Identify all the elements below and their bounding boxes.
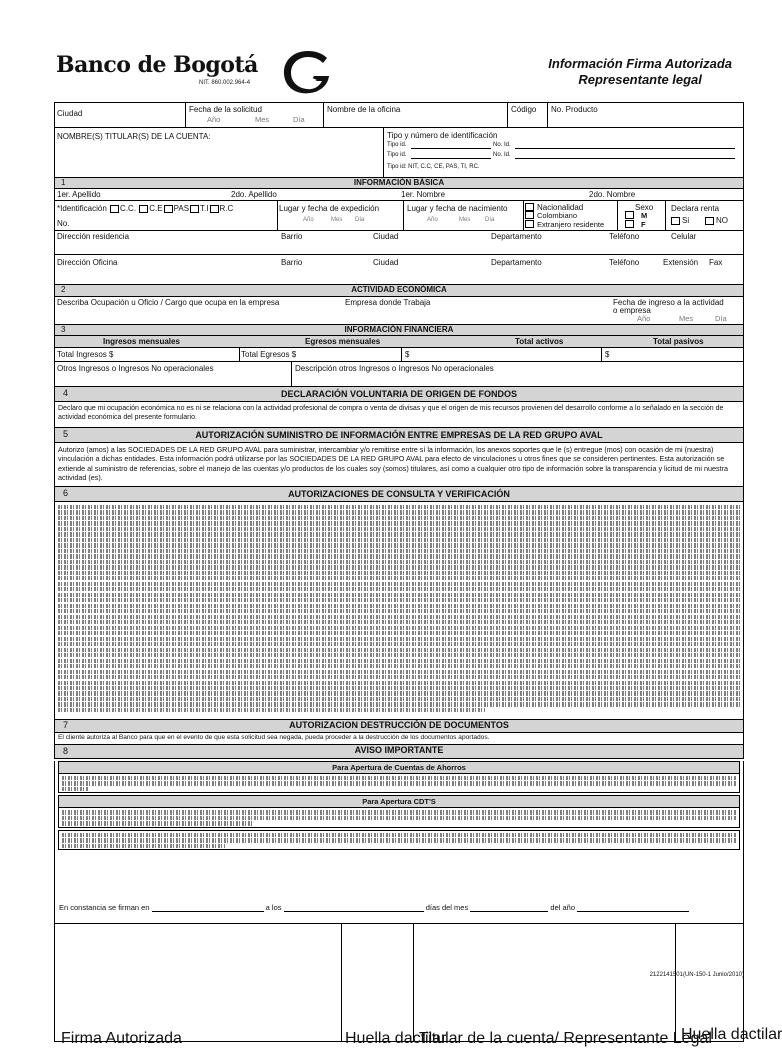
ce-checkbox[interactable] [139,205,148,213]
document-title [548,56,732,88]
title-line-1: Información Firma Autorizada [548,56,732,71]
tipo-id-2: Tipo id. [387,152,407,158]
fine-print-line [58,527,740,531]
cc-checkbox[interactable] [110,205,119,213]
section-5-header [54,428,744,443]
barrio-label: Barrio [281,232,303,241]
fine-print-line [58,604,740,608]
fine-print-line [58,576,740,580]
fine-print-line [62,810,736,814]
firma-autorizada-label: Firma Autorizada [61,1030,182,1047]
title-line-2: Representante legal [578,72,702,87]
section-5-text: Autorizo (amos) a las SOCIEDADES DE LA RED GRUPO AVAL para suministrar, intercambiar y/o remitirse entre sí la información, los anexos soportes que le (s) entregue (mos) con ocasión de mi (nuestra) vinculación a dichas entidades. Esta información podrá utilizarse por las SOCIEDADES DE LA RED GRUPO AVAL para efecto de vinculaciones u otros fines que se consideren pertinentes. Esta autorización se extiende al suministro de referencias, sobre el manejo de las cuentas y/o productos de los cuales soy (somos) titulares, así como a cualquier otro tipo de información sobre la transparencia y licitud de mi nuestra actividad (es). [58,445,728,482]
rc-checkbox[interactable] [210,205,219,213]
fine-print-line [58,554,740,558]
identificacion-label [57,204,233,213]
departamento-res-label: Departamento [491,232,542,241]
fax-label: Fax [709,258,723,267]
pasivos-header: Total pasivos [653,337,704,346]
section-6-title: AUTORIZACIONES DE CONSULTA Y VERIFICACIÓN [288,489,510,499]
request-info-row [54,102,744,128]
empresa-label: Empresa donde Trabaja [345,298,431,307]
extranjero-checkbox[interactable] [525,220,534,228]
signature-area [54,924,782,1047]
fine-print-line [58,516,740,520]
fine-print-line [58,686,740,690]
activos-header: Total activos [515,337,564,346]
fine-print-line [58,637,740,641]
constancia-year-field[interactable] [577,911,689,912]
oficina-label: Nombre de la oficina [327,105,401,114]
total-ingresos-label: Total Ingresos $ [57,350,114,359]
ce-label: C.E [149,204,163,213]
fine-print-line [58,642,740,646]
renta-no-checkbox[interactable] [705,217,714,225]
section-8-header [54,745,744,759]
section-1-title: INFORMACIÓN BÁSICA [353,178,445,187]
departamento-of-label: Departamento [491,258,542,267]
ti-label: T.I [200,204,209,213]
section-1-header [54,178,744,189]
constancia-a-los: a los [265,903,282,912]
section-8-body [54,761,744,924]
titular-label: Titular de la cuenta/ Representante Legal [419,1030,712,1047]
ciudad-res-label: Ciudad [373,232,399,241]
sexo-m-checkbox[interactable] [625,211,634,219]
nombre2-label: 2do. Nombre [589,190,636,199]
producto-label: No. Producto [551,105,598,114]
pasivos-dollar: $ [605,350,610,359]
ahorros-box [58,761,740,793]
codigo-label: Código [511,105,537,114]
fine-print-line [58,521,740,525]
section-2-header [54,285,744,297]
huella-1-field[interactable] [341,924,413,1042]
pas-label: PAS [173,204,190,213]
tipo-id-1: Tipo id. [387,142,407,148]
constancia-del-ano: del año [550,903,576,912]
titulares-label: NOMBRE(S) TITULAR(S) DE LA CUENTA: [57,132,211,141]
section-5-body [54,443,744,487]
fine-print-line [58,532,740,536]
ingreso-ano: Año [637,314,651,323]
bank-nit: NIT. 860.002.964-4 [199,80,251,86]
fine-print-line [58,626,740,630]
section-2-number: 2 [61,285,66,294]
section-5-number: 5 [63,429,69,439]
ingreso-mes: Mes [679,314,694,323]
huella-2-field[interactable] [675,924,745,1042]
fine-print-line [58,543,740,547]
barrio-of-label: Barrio [281,258,303,267]
sexo-f-checkbox[interactable] [625,220,634,228]
fine-print-line [58,620,740,624]
renta-si-checkbox[interactable] [671,217,680,225]
cdt-fine-print [59,808,739,825]
activos-dollar: $ [405,350,410,359]
fine-print-line [58,510,740,514]
cdt-box [58,795,740,827]
nacionalidad-label: Nacionalidad [537,203,584,212]
section-6-header [54,487,744,502]
fine-print-line [58,653,740,657]
fine-print-line [58,670,740,674]
bank-logo-icon [280,48,332,96]
celular-label: Celular [671,232,697,241]
fine-print-line [62,776,736,780]
section-4-header [54,387,744,402]
cc-label: C.C. [120,204,137,213]
ti-checkbox[interactable] [190,205,199,213]
exp-dia: Día [355,217,365,223]
section-6-fine-print [55,505,743,712]
exp-ano: Año [303,217,314,223]
office-row [54,255,744,285]
exp-mes: Mes [331,217,343,223]
no-id-1: No. Id. [493,142,511,148]
renta-si-label: Si [682,216,690,225]
fine-print-line [58,664,740,668]
nombre1-label: 1er. Nombre [401,190,446,199]
lugar-expedicion-label: Lugar y fecha de expedición [279,204,380,213]
apellido1-label: 1er. Apellido [57,190,101,199]
descripcion-otros-label: Descripción otros Ingresos o Ingresos No operacionales [295,364,494,373]
residence-row [54,231,744,255]
firma-autorizada-field[interactable] [55,924,341,1042]
section-4-text: Declaro que mi ocupación económica no es ni se relaciona con la actividad profesional de compra o venta de divisas y que el origen de mis recursos provienen del desarrollo conforme a lo señalado en la sección de actividad económica del presente formulario. [58,405,724,421]
constancia-day-field[interactable] [284,911,424,912]
colombiano-label: Colombiano [537,211,578,220]
telefono-of-label: Teléfono [609,258,640,267]
financial-totals-row [54,348,744,362]
fecha-ingreso-label-1: Fecha de ingreso a la actividad [613,298,724,307]
bank-name: Banco de Bogotá [56,52,258,78]
tipo-id-hint: Tipo id: NIT, C.C, CE, PAS, TI, RC. [387,164,480,170]
section-4-number: 4 [63,388,69,398]
identificacion-text: *Identificación [57,204,107,213]
ocupacion-label: Describa Ocupación u Oficio / Cargo que ocupa en la empresa [57,298,280,307]
mes-hint: Mes [255,115,270,124]
identification-row [54,201,744,231]
huella-2-label: Huella dactilar [681,1026,782,1043]
form-page [54,46,782,1047]
fine-print-line [62,781,736,785]
egresos-header: Egresos mensuales [305,337,381,346]
rc-label: R.C [219,204,234,213]
section-4-title: DECLARACIÓN VOLUNTARIA DE ORIGEN DE FONDOS [280,389,517,399]
section-7-header [54,720,744,733]
dir-oficina-label: Dirección Oficina [57,258,118,267]
titular-signature-field[interactable] [413,924,675,1042]
pas-checkbox[interactable] [164,205,173,213]
dir-residencia-label: Dirección residencia [57,232,130,241]
ingresos-header: Ingresos mensuales [103,337,180,346]
ciudad-of-label: Ciudad [373,258,399,267]
fine-print-line [58,681,740,685]
dia-hint: Día [293,115,305,124]
no-id-2: No. Id. [493,152,511,158]
extension-label: Extensión [663,258,699,267]
constancia-month-field[interactable] [470,911,548,912]
titulares-row [54,128,744,178]
fine-print-line [58,587,740,591]
nac-dia: Día [485,217,495,223]
huella-1-label: Huella dactilar [345,1030,447,1047]
tipo-id-label: Tipo y número de identificación [387,131,498,140]
telefono-res-label: Teléfono [609,232,640,241]
fine-print-line [58,615,740,619]
fine-print-line [58,691,740,695]
financial-header-row [54,336,744,348]
form-code: 2122141501(UN-150-1 Junio/2010) [649,972,744,978]
apellido2-label: 2do. Apellido [231,190,277,199]
fine-print-line [58,631,740,635]
section-4-body [54,402,744,428]
fine-print-line [58,598,740,602]
nacionalidad-checkbox-box [525,203,534,211]
fine-print-line [58,697,740,701]
fine-print-line [58,560,740,564]
colombiano-checkbox[interactable] [525,211,534,219]
constancia-place-field[interactable] [152,911,264,912]
section-7-number: 7 [63,720,69,730]
section-3-header [54,325,744,336]
section-5-title: AUTORIZACIÓN SUMINISTRO DE INFORMACIÓN ENTRE EMPRESAS DE LA RED GRUPO AVAL [195,430,603,440]
constancia-dias-mes: días del mes [425,903,469,912]
fine-print-line [58,708,485,712]
fine-print-line [62,787,89,791]
fine-print-line [62,833,736,837]
fine-print-line [58,609,740,613]
ingreso-dia: Día [715,314,727,323]
renta-no-label: NO [716,216,728,225]
fine-print-line [62,838,736,842]
section-7-text: El cliente autoriza al Banco para que en el evento de que esta solicitud sea negada, pueda proceder a la destrucción de los documentos aportados. [58,734,490,741]
sexo-f-label: F [641,220,646,229]
ciudad-label: Ciudad [57,109,83,118]
section-6-number: 6 [63,488,69,498]
otros-ingresos-label: Otros Ingresos o Ingresos No operacionales [57,364,214,373]
sexo-label: Sexo [635,203,654,212]
fine-print-line [58,571,740,575]
fine-print-line [58,702,740,706]
section-7-body [54,733,744,745]
fine-print-line [58,538,740,542]
constancia-line [59,903,689,912]
fine-print-line [58,659,740,663]
fine-print-line [62,821,252,825]
extranjero-label: Extranjero residente [537,220,605,229]
section-7-title: AUTORIZACION DESTRUCCIÓN DE DOCUMENTOS [289,720,509,730]
section-2-title: ACTIVIDAD ECONÓMICA [351,285,447,294]
fine-print-line [58,582,740,586]
form-header [54,46,744,102]
fecha-ingreso-label-2: o empresa [613,306,651,315]
fine-print-line [58,675,740,679]
ano-hint: Año [207,115,221,124]
cdt-title: Para Apertura CDT'S [59,796,739,808]
section-1-number: 1 [61,178,66,187]
total-egresos-label: Total Egresos $ [241,350,297,359]
ahorros-title: Para Apertura de Cuentas de Ahorros [59,762,739,774]
nac-ano: Año [427,217,438,223]
section-3-title: INFORMACIÓN FINANCIERA [344,325,454,334]
section-6-body [54,502,744,720]
no-label: No. [57,219,70,228]
declaration-fine-print [58,830,740,850]
fine-print-line [62,844,225,848]
sexo-m-label: M [641,211,648,220]
names-row [54,189,744,201]
lugar-nacimiento-label: Lugar y fecha de nacimiento [407,204,508,213]
activity-row [54,297,744,325]
fine-print-line [58,505,740,509]
section-3-number: 3 [61,325,66,334]
fine-print-line [58,565,740,569]
declara-renta-label: Declara renta [671,204,720,213]
constancia-prefix: En constancia se firman en [59,903,150,912]
fecha-label: Fecha de la solicitud [189,105,262,114]
other-income-row [54,362,744,387]
fine-print-line [58,648,740,652]
ahorros-fine-print [59,774,739,791]
fine-print-line [58,593,740,597]
fine-print-line [58,549,740,553]
section-8-title: AVISO IMPORTANTE [354,745,444,755]
fine-print-line [62,816,736,820]
section-8-number: 8 [63,746,69,756]
nac-mes: Mes [459,217,471,223]
